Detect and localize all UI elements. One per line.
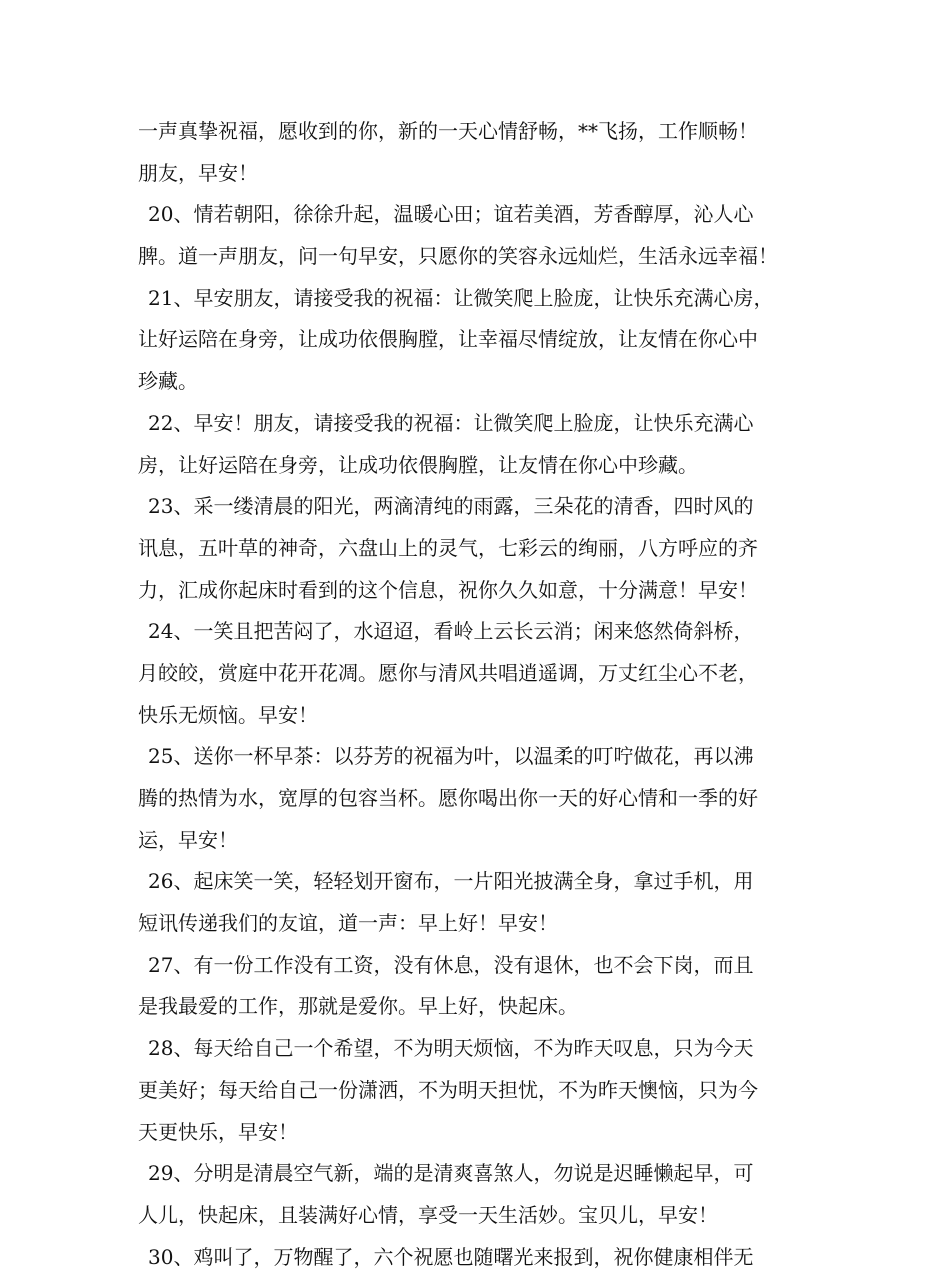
text-line: 力，汇成你起床时看到的这个信息，祝你久久如意，十分满意！早安！ — [138, 577, 758, 602]
text-line: 是我最爱的工作，那就是爱你。早上好，快起床。 — [138, 994, 578, 1019]
text-line: 人儿，快起床，且装满好心情，享受一天生活妙。宝贝儿，早安！ — [138, 1202, 718, 1227]
text-line: 23、采一缕清晨的阳光，两滴清纯的雨露，三朵花的清香，四时风的 — [148, 494, 754, 519]
text-line: 让好运陪在身旁，让成功依偎胸膛，让幸福尽情绽放，让友情在你心中 — [138, 327, 758, 352]
text-line: 25、送你一杯早茶：以芬芳的祝福为叶，以温柔的叮咛做花，再以沸 — [148, 744, 754, 769]
text-line: 30、鸡叫了，万物醒了，六个祝愿也随曙光来报到，祝你健康相伴无 — [148, 1244, 754, 1269]
text-line: 27、有一份工作没有工资，没有休息，没有退休，也不会下岗，而且 — [148, 952, 754, 977]
text-line: 讯息，五叶草的神奇，六盘山上的灵气，七彩云的绚丽，八方呼应的齐 — [138, 535, 758, 560]
text-line: 快乐无烦恼。早安！ — [138, 702, 318, 727]
text-line: 一声真挚祝福，愿收到的你，新的一天心情舒畅，**飞扬，工作顺畅！ — [138, 119, 758, 143]
text-line: 更美好；每天给自己一份潇洒，不为明天担忧，不为昨天懊恼，只为今 — [138, 1077, 758, 1102]
text-line: 天更快乐，早安！ — [138, 1119, 298, 1144]
text-line: 房，让好运陪在身旁，让成功依偎胸膛，让友情在你心中珍藏。 — [138, 452, 698, 477]
text-line: 22、早安！朋友，请接受我的祝福：让微笑爬上脸庞，让快乐充满心 — [148, 410, 754, 435]
text-line: 脾。道一声朋友，问一句早安，只愿你的笑容永远灿烂，生活永远幸福！ — [138, 244, 778, 269]
text-line: 运，早安！ — [138, 827, 238, 852]
text-line: 28、每天给自己一个希望，不为明天烦恼，不为昨天叹息，只为今天 — [148, 1036, 754, 1061]
text-line: 月皎皎，赏庭中花开花凋。愿你与清风共唱逍遥调，万丈红尘心不老， — [138, 660, 758, 685]
text-line: 腾的热情为水，宽厚的包容当杯。愿你喝出你一天的好心情和一季的好 — [138, 786, 758, 810]
text-line: 21、早安朋友，请接受我的祝福：让微笑爬上脸庞，让快乐充满心房， — [148, 285, 774, 310]
text-line: 26、起床笑一笑，轻轻划开窗布，一片阳光披满全身，拿过手机，用 — [148, 869, 754, 894]
text-line: 29、分明是清晨空气新，端的是清爽喜煞人，勿说是迟睡懒起早，可 — [148, 1161, 754, 1186]
document-body — [138, 111, 828, 1278]
text-line: 短讯传递我们的友谊，道一声：早上好！早安！ — [138, 911, 558, 936]
text-line: 20、情若朝阳，徐徐升起，温暖心田；谊若美酒，芳香醇厚，沁人心 — [148, 202, 754, 227]
text-line: 24、一笑且把苦闷了，水迢迢，看岭上云长云消；闲来悠然倚斜桥， — [148, 619, 754, 644]
text-line: 朋友，早安！ — [138, 160, 258, 185]
text-line: 珍藏。 — [138, 369, 198, 394]
